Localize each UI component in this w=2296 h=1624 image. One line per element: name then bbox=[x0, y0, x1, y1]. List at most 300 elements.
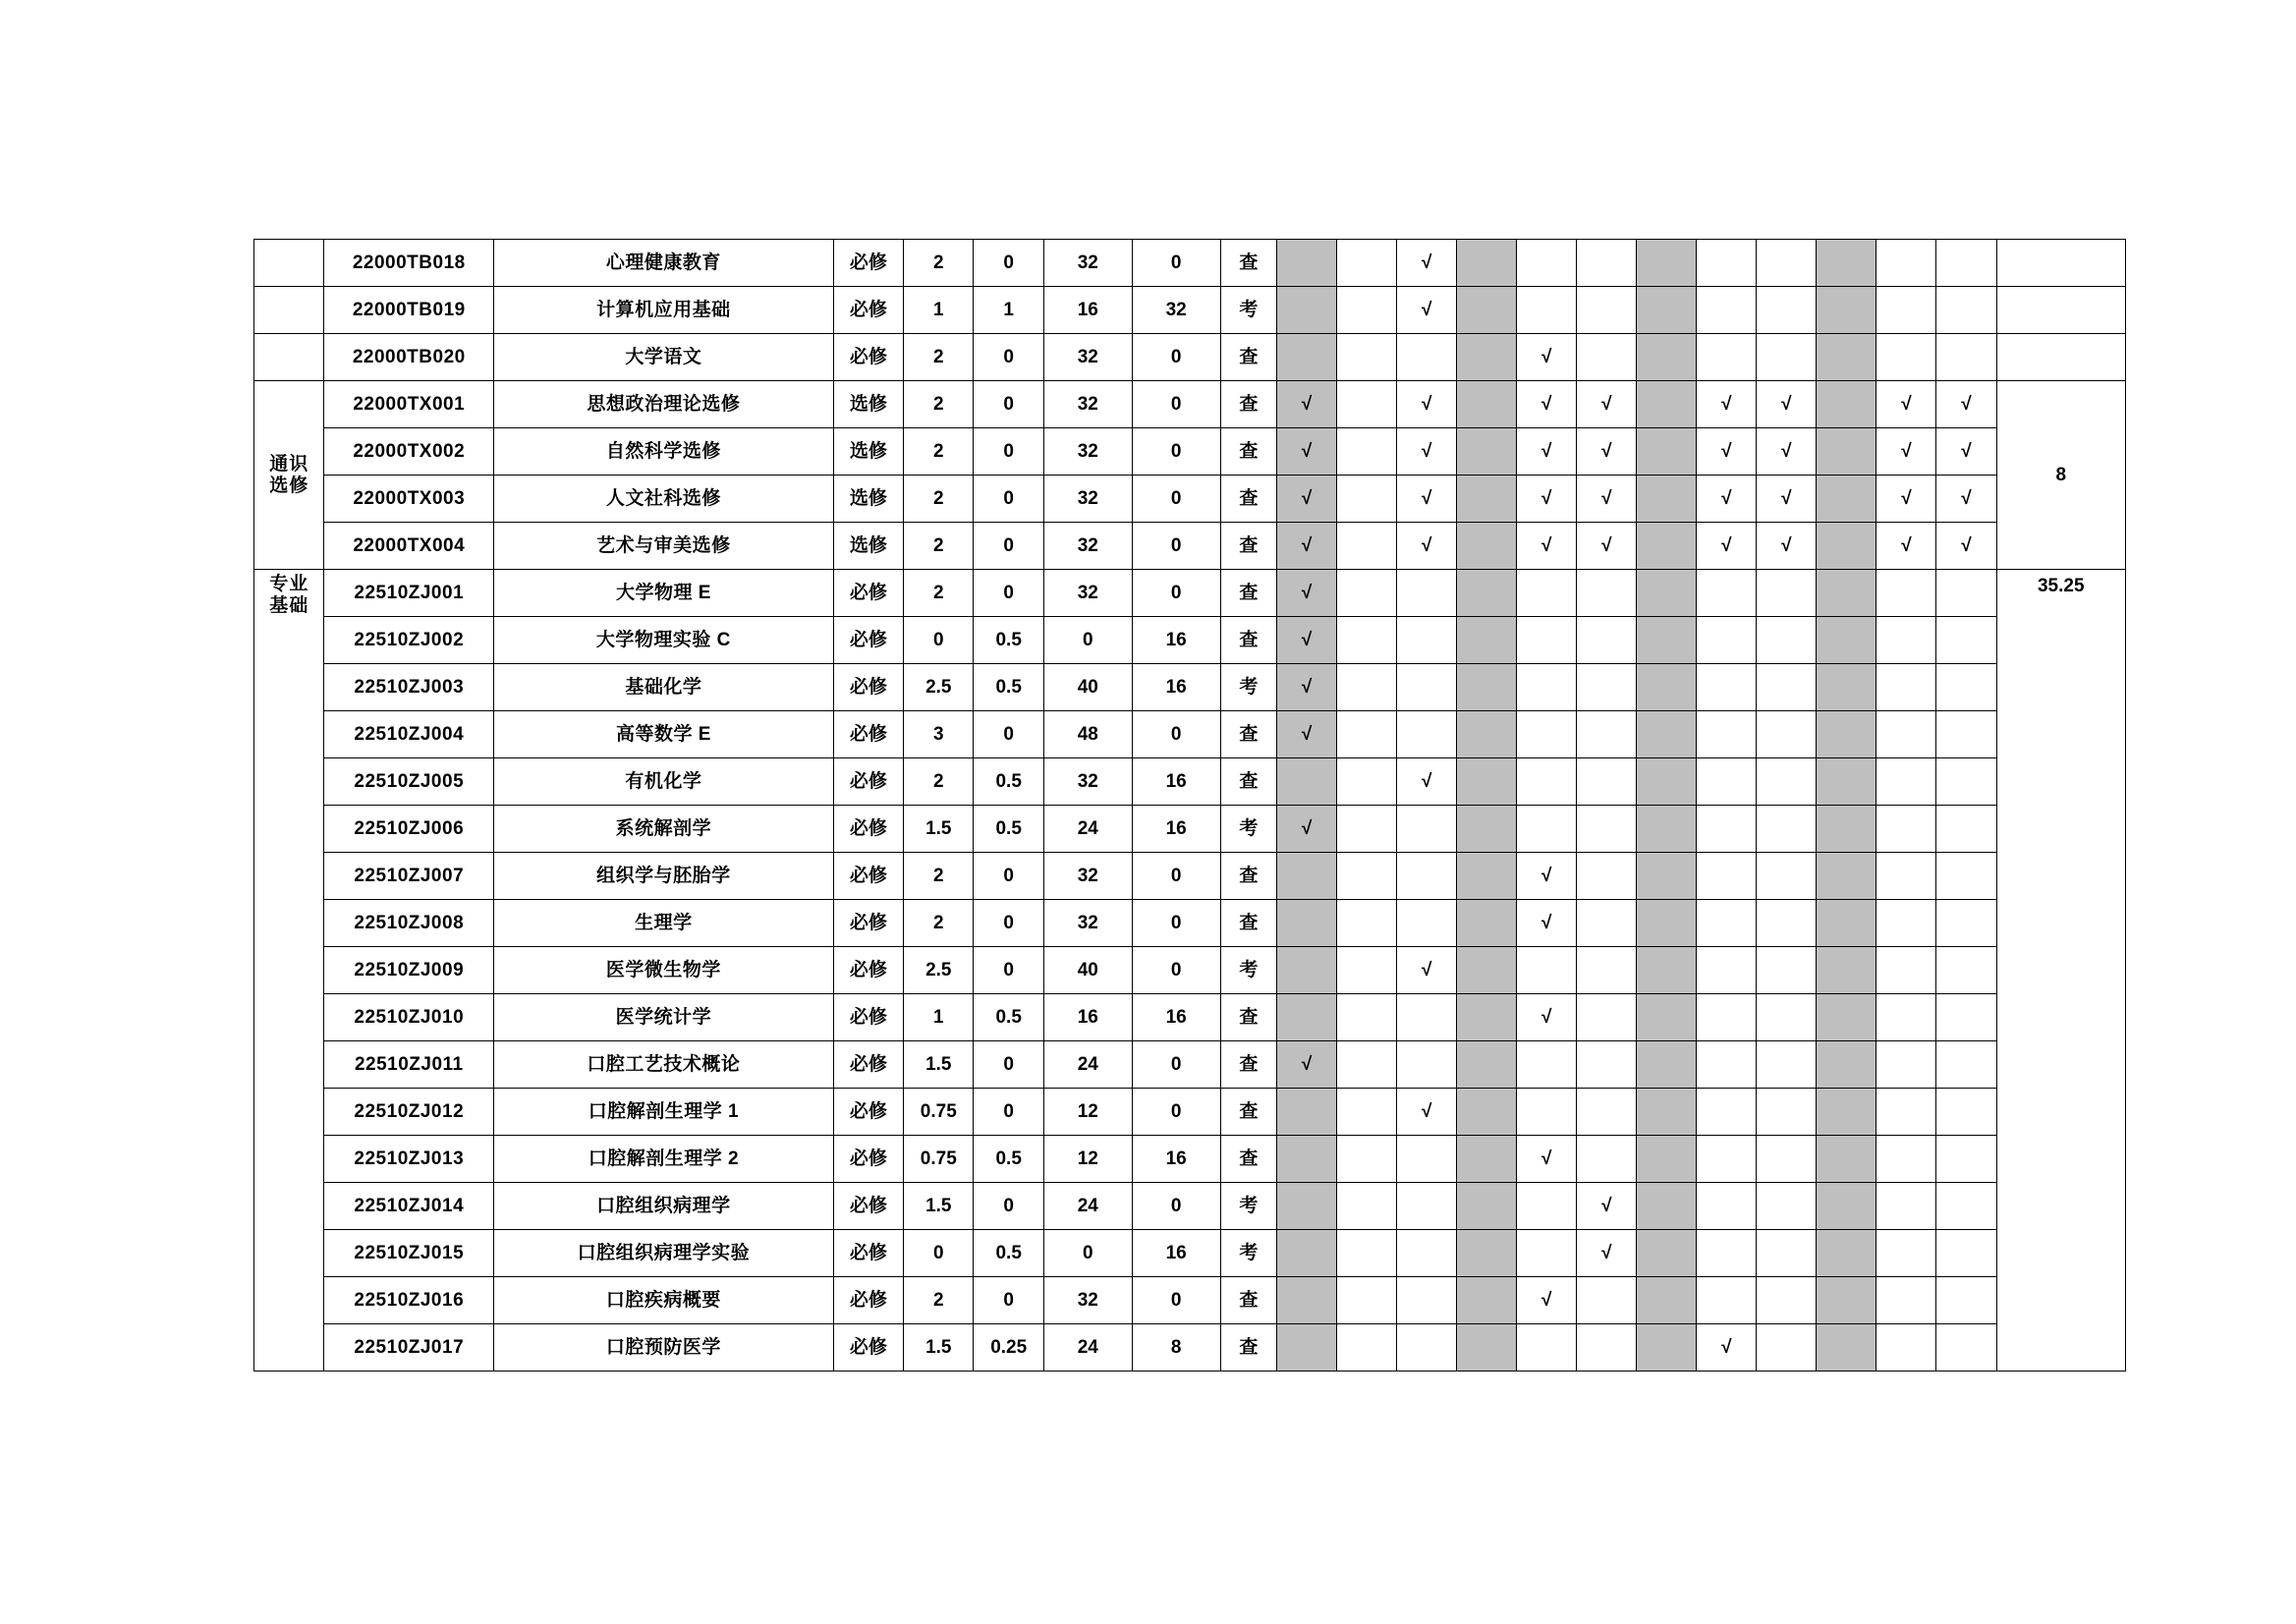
semester-8 bbox=[1697, 1277, 1757, 1324]
course-type: 必修 bbox=[833, 570, 903, 617]
credit-practice: 0 bbox=[974, 947, 1043, 994]
semester-7 bbox=[1637, 947, 1697, 994]
semester-8 bbox=[1697, 806, 1757, 853]
table-row bbox=[254, 1324, 2126, 1372]
semester-2 bbox=[1337, 617, 1397, 664]
semester-11 bbox=[1876, 287, 1936, 334]
category-total bbox=[1996, 287, 2126, 334]
semester-7 bbox=[1637, 381, 1697, 428]
semester-7 bbox=[1637, 1324, 1697, 1372]
semester-5 bbox=[1517, 758, 1577, 806]
semester-11 bbox=[1876, 664, 1936, 711]
category-total bbox=[1996, 334, 2126, 381]
course-name: 口腔解剖生理学 1 bbox=[494, 1089, 834, 1136]
credit-theory: 2 bbox=[904, 428, 974, 476]
semester-11 bbox=[1876, 947, 1936, 994]
semester-1 bbox=[1277, 1324, 1337, 1372]
semester-1: √ bbox=[1277, 1041, 1337, 1089]
credit-practice: 0 bbox=[974, 1089, 1043, 1136]
row-category bbox=[254, 334, 324, 381]
hours-theory: 32 bbox=[1043, 381, 1132, 428]
semester-11 bbox=[1876, 853, 1936, 900]
semester-3: √ bbox=[1397, 381, 1457, 428]
semester-2 bbox=[1337, 1136, 1397, 1183]
semester-1: √ bbox=[1277, 476, 1337, 523]
semester-9 bbox=[1757, 947, 1817, 994]
semester-6 bbox=[1577, 947, 1637, 994]
semester-4 bbox=[1457, 1041, 1517, 1089]
exam-type: 考 bbox=[1220, 1183, 1277, 1230]
semester-6 bbox=[1577, 334, 1637, 381]
semester-9 bbox=[1757, 617, 1817, 664]
semester-12: √ bbox=[1936, 476, 1996, 523]
semester-11 bbox=[1876, 1183, 1936, 1230]
hours-practice: 16 bbox=[1132, 758, 1220, 806]
semester-10 bbox=[1817, 1183, 1876, 1230]
hours-practice: 0 bbox=[1132, 853, 1220, 900]
semester-3 bbox=[1397, 1183, 1457, 1230]
semester-8 bbox=[1697, 947, 1757, 994]
semester-10 bbox=[1817, 287, 1876, 334]
semester-10 bbox=[1817, 617, 1876, 664]
hours-theory: 16 bbox=[1043, 994, 1132, 1041]
semester-1: √ bbox=[1277, 617, 1337, 664]
semester-2 bbox=[1337, 1089, 1397, 1136]
semester-8 bbox=[1697, 617, 1757, 664]
credit-practice: 0 bbox=[974, 1041, 1043, 1089]
semester-4 bbox=[1457, 1089, 1517, 1136]
category-label-line1: 专业 bbox=[269, 574, 309, 594]
semester-3: √ bbox=[1397, 428, 1457, 476]
course-name: 口腔预防医学 bbox=[494, 1324, 834, 1372]
hours-theory: 32 bbox=[1043, 900, 1132, 947]
hours-practice: 0 bbox=[1132, 240, 1220, 287]
semester-2 bbox=[1337, 334, 1397, 381]
semester-7 bbox=[1637, 287, 1697, 334]
course-type: 必修 bbox=[833, 287, 903, 334]
semester-9 bbox=[1757, 1089, 1817, 1136]
semester-9: √ bbox=[1757, 428, 1817, 476]
semester-4 bbox=[1457, 1324, 1517, 1372]
semester-6 bbox=[1577, 1136, 1637, 1183]
credit-theory: 2 bbox=[904, 853, 974, 900]
exam-type: 查 bbox=[1220, 240, 1277, 287]
course-code: 22510ZJ006 bbox=[324, 806, 494, 853]
credit-practice: 0.5 bbox=[974, 758, 1043, 806]
semester-11 bbox=[1876, 711, 1936, 758]
table-row bbox=[254, 758, 2126, 806]
course-type: 必修 bbox=[833, 1089, 903, 1136]
semester-10 bbox=[1817, 758, 1876, 806]
semester-9 bbox=[1757, 1324, 1817, 1372]
course-name: 口腔工艺技术概论 bbox=[494, 1041, 834, 1089]
semester-8 bbox=[1697, 900, 1757, 947]
semester-6 bbox=[1577, 240, 1637, 287]
semester-1 bbox=[1277, 853, 1337, 900]
semester-4 bbox=[1457, 617, 1517, 664]
semester-6 bbox=[1577, 1324, 1637, 1372]
semester-7 bbox=[1637, 758, 1697, 806]
course-code: 22510ZJ009 bbox=[324, 947, 494, 994]
table-row bbox=[254, 1183, 2126, 1230]
course-code: 22510ZJ005 bbox=[324, 758, 494, 806]
course-code: 22000TB018 bbox=[324, 240, 494, 287]
course-code: 22510ZJ014 bbox=[324, 1183, 494, 1230]
semester-1: √ bbox=[1277, 381, 1337, 428]
semester-4 bbox=[1457, 381, 1517, 428]
semester-6: √ bbox=[1577, 476, 1637, 523]
semester-4 bbox=[1457, 947, 1517, 994]
course-type: 必修 bbox=[833, 1041, 903, 1089]
semester-10 bbox=[1817, 994, 1876, 1041]
category-total bbox=[1996, 240, 2126, 287]
credit-theory: 2 bbox=[904, 523, 974, 570]
hours-practice: 0 bbox=[1132, 947, 1220, 994]
semester-1: √ bbox=[1277, 806, 1337, 853]
semester-3 bbox=[1397, 334, 1457, 381]
course-name: 基础化学 bbox=[494, 664, 834, 711]
credit-practice: 0 bbox=[974, 711, 1043, 758]
hours-practice: 16 bbox=[1132, 806, 1220, 853]
course-name: 心理健康教育 bbox=[494, 240, 834, 287]
semester-7 bbox=[1637, 1136, 1697, 1183]
course-code: 22510ZJ016 bbox=[324, 1277, 494, 1324]
course-type: 必修 bbox=[833, 1324, 903, 1372]
table-row bbox=[254, 428, 2126, 476]
semester-7 bbox=[1637, 570, 1697, 617]
hours-practice: 0 bbox=[1132, 381, 1220, 428]
credit-theory: 2 bbox=[904, 334, 974, 381]
course-name: 口腔疾病概要 bbox=[494, 1277, 834, 1324]
semester-8 bbox=[1697, 711, 1757, 758]
semester-12 bbox=[1936, 334, 1996, 381]
semester-10 bbox=[1817, 806, 1876, 853]
course-code: 22510ZJ013 bbox=[324, 1136, 494, 1183]
hours-theory: 12 bbox=[1043, 1136, 1132, 1183]
semester-3: √ bbox=[1397, 523, 1457, 570]
course-type: 必修 bbox=[833, 806, 903, 853]
semester-1: √ bbox=[1277, 664, 1337, 711]
hours-theory: 0 bbox=[1043, 1230, 1132, 1277]
semester-5: √ bbox=[1517, 1277, 1577, 1324]
semester-11 bbox=[1876, 1324, 1936, 1372]
exam-type: 查 bbox=[1220, 853, 1277, 900]
course-name: 组织学与胚胎学 bbox=[494, 853, 834, 900]
semester-12 bbox=[1936, 994, 1996, 1041]
semester-4 bbox=[1457, 287, 1517, 334]
semester-8 bbox=[1697, 1041, 1757, 1089]
semester-10 bbox=[1817, 1136, 1876, 1183]
semester-7 bbox=[1637, 994, 1697, 1041]
semester-4 bbox=[1457, 1136, 1517, 1183]
credit-theory: 1.5 bbox=[904, 1183, 974, 1230]
category-label-line2: 基础 bbox=[269, 594, 309, 616]
semester-3: √ bbox=[1397, 240, 1457, 287]
credit-theory: 0.75 bbox=[904, 1136, 974, 1183]
course-name: 医学微生物学 bbox=[494, 947, 834, 994]
course-code: 22510ZJ003 bbox=[324, 664, 494, 711]
exam-type: 查 bbox=[1220, 381, 1277, 428]
semester-10 bbox=[1817, 853, 1876, 900]
semester-3 bbox=[1397, 617, 1457, 664]
category-label-line2: 选修 bbox=[269, 475, 309, 496]
course-type: 选修 bbox=[833, 428, 903, 476]
semester-12 bbox=[1936, 900, 1996, 947]
semester-11 bbox=[1876, 994, 1936, 1041]
semester-8 bbox=[1697, 1089, 1757, 1136]
row-category bbox=[254, 240, 324, 287]
semester-5: √ bbox=[1517, 523, 1577, 570]
semester-6 bbox=[1577, 664, 1637, 711]
hours-theory: 32 bbox=[1043, 240, 1132, 287]
semester-11 bbox=[1876, 758, 1936, 806]
semester-3 bbox=[1397, 1136, 1457, 1183]
credit-theory: 3 bbox=[904, 711, 974, 758]
semester-1 bbox=[1277, 1277, 1337, 1324]
semester-8 bbox=[1697, 240, 1757, 287]
semester-8 bbox=[1697, 853, 1757, 900]
credit-theory: 1.5 bbox=[904, 1041, 974, 1089]
curriculum-table bbox=[253, 239, 2126, 1372]
semester-2 bbox=[1337, 853, 1397, 900]
course-code: 22510ZJ012 bbox=[324, 1089, 494, 1136]
course-type: 必修 bbox=[833, 1136, 903, 1183]
credit-practice: 0 bbox=[974, 334, 1043, 381]
semester-11 bbox=[1876, 570, 1936, 617]
credit-theory: 0 bbox=[904, 617, 974, 664]
hours-practice: 32 bbox=[1132, 287, 1220, 334]
semester-11 bbox=[1876, 240, 1936, 287]
semester-4 bbox=[1457, 570, 1517, 617]
semester-8 bbox=[1697, 664, 1757, 711]
semester-12 bbox=[1936, 1041, 1996, 1089]
semester-3: √ bbox=[1397, 476, 1457, 523]
course-name: 生理学 bbox=[494, 900, 834, 947]
semester-2 bbox=[1337, 1041, 1397, 1089]
credit-practice: 0.25 bbox=[974, 1324, 1043, 1372]
semester-5 bbox=[1517, 1089, 1577, 1136]
semester-11 bbox=[1876, 806, 1936, 853]
semester-11: √ bbox=[1876, 381, 1936, 428]
semester-3 bbox=[1397, 853, 1457, 900]
semester-6: √ bbox=[1577, 523, 1637, 570]
semester-3: √ bbox=[1397, 758, 1457, 806]
semester-8: √ bbox=[1697, 523, 1757, 570]
course-name: 艺术与审美选修 bbox=[494, 523, 834, 570]
semester-4 bbox=[1457, 476, 1517, 523]
semester-2 bbox=[1337, 240, 1397, 287]
semester-5 bbox=[1517, 806, 1577, 853]
hours-theory: 24 bbox=[1043, 806, 1132, 853]
hours-theory: 32 bbox=[1043, 334, 1132, 381]
table-row bbox=[254, 711, 2126, 758]
exam-type: 查 bbox=[1220, 1089, 1277, 1136]
semester-8 bbox=[1697, 570, 1757, 617]
semester-7 bbox=[1637, 853, 1697, 900]
hours-theory: 48 bbox=[1043, 711, 1132, 758]
table-row bbox=[254, 1041, 2126, 1089]
semester-10 bbox=[1817, 428, 1876, 476]
semester-3 bbox=[1397, 806, 1457, 853]
semester-12 bbox=[1936, 853, 1996, 900]
semester-7 bbox=[1637, 476, 1697, 523]
semester-2 bbox=[1337, 523, 1397, 570]
semester-3 bbox=[1397, 1041, 1457, 1089]
semester-12 bbox=[1936, 617, 1996, 664]
semester-9 bbox=[1757, 853, 1817, 900]
credit-practice: 0 bbox=[974, 900, 1043, 947]
semester-4 bbox=[1457, 994, 1517, 1041]
semester-5: √ bbox=[1517, 476, 1577, 523]
semester-9 bbox=[1757, 664, 1817, 711]
semester-11 bbox=[1876, 1277, 1936, 1324]
table-row bbox=[254, 476, 2126, 523]
semester-10 bbox=[1817, 947, 1876, 994]
semester-5: √ bbox=[1517, 1136, 1577, 1183]
credit-theory: 2 bbox=[904, 240, 974, 287]
hours-practice: 16 bbox=[1132, 1136, 1220, 1183]
course-name: 高等数学 E bbox=[494, 711, 834, 758]
semester-7 bbox=[1637, 334, 1697, 381]
semester-4 bbox=[1457, 853, 1517, 900]
credit-practice: 0 bbox=[974, 240, 1043, 287]
semester-7 bbox=[1637, 664, 1697, 711]
semester-11 bbox=[1876, 1089, 1936, 1136]
course-code: 22510ZJ001 bbox=[324, 570, 494, 617]
semester-4 bbox=[1457, 523, 1517, 570]
semester-1 bbox=[1277, 1089, 1337, 1136]
hours-practice: 16 bbox=[1132, 664, 1220, 711]
course-code: 22510ZJ015 bbox=[324, 1230, 494, 1277]
semester-7 bbox=[1637, 1277, 1697, 1324]
semester-8 bbox=[1697, 1136, 1757, 1183]
course-code: 22510ZJ011 bbox=[324, 1041, 494, 1089]
credit-practice: 0.5 bbox=[974, 1136, 1043, 1183]
semester-2 bbox=[1337, 1324, 1397, 1372]
table-row bbox=[254, 334, 2126, 381]
semester-6 bbox=[1577, 994, 1637, 1041]
semester-12 bbox=[1936, 1230, 1996, 1277]
semester-10 bbox=[1817, 711, 1876, 758]
semester-6 bbox=[1577, 287, 1637, 334]
semester-3 bbox=[1397, 570, 1457, 617]
category-label-major-basic bbox=[254, 570, 324, 1372]
course-code: 22510ZJ010 bbox=[324, 994, 494, 1041]
course-type: 必修 bbox=[833, 617, 903, 664]
semester-5 bbox=[1517, 570, 1577, 617]
semester-9 bbox=[1757, 711, 1817, 758]
semester-4 bbox=[1457, 240, 1517, 287]
credit-theory: 2 bbox=[904, 758, 974, 806]
semester-3 bbox=[1397, 664, 1457, 711]
course-name: 计算机应用基础 bbox=[494, 287, 834, 334]
category-total-major-basic: 35.25 bbox=[1996, 570, 2126, 1372]
course-type: 必修 bbox=[833, 240, 903, 287]
course-name: 大学语文 bbox=[494, 334, 834, 381]
semester-7 bbox=[1637, 1089, 1697, 1136]
table-row bbox=[254, 570, 2126, 617]
semester-2 bbox=[1337, 287, 1397, 334]
semester-4 bbox=[1457, 806, 1517, 853]
category-label-general-elective bbox=[254, 381, 324, 570]
semester-9: √ bbox=[1757, 381, 1817, 428]
hours-theory: 40 bbox=[1043, 947, 1132, 994]
semester-1: √ bbox=[1277, 523, 1337, 570]
exam-type: 考 bbox=[1220, 287, 1277, 334]
curriculum-table-container bbox=[253, 239, 2126, 1372]
semester-2 bbox=[1337, 758, 1397, 806]
semester-7 bbox=[1637, 1183, 1697, 1230]
course-code: 22000TX003 bbox=[324, 476, 494, 523]
credit-theory: 0 bbox=[904, 1230, 974, 1277]
semester-6: √ bbox=[1577, 1183, 1637, 1230]
semester-12 bbox=[1936, 1089, 1996, 1136]
semester-10 bbox=[1817, 476, 1876, 523]
semester-6 bbox=[1577, 570, 1637, 617]
credit-practice: 0.5 bbox=[974, 994, 1043, 1041]
hours-practice: 0 bbox=[1132, 334, 1220, 381]
course-name: 思想政治理论选修 bbox=[494, 381, 834, 428]
semester-12 bbox=[1936, 806, 1996, 853]
course-type: 必修 bbox=[833, 1183, 903, 1230]
exam-type: 查 bbox=[1220, 758, 1277, 806]
course-type: 必修 bbox=[833, 1277, 903, 1324]
semester-3 bbox=[1397, 711, 1457, 758]
semester-4 bbox=[1457, 1230, 1517, 1277]
semester-7 bbox=[1637, 617, 1697, 664]
semester-1 bbox=[1277, 1230, 1337, 1277]
hours-theory: 32 bbox=[1043, 570, 1132, 617]
exam-type: 查 bbox=[1220, 476, 1277, 523]
credit-practice: 0.5 bbox=[974, 1230, 1043, 1277]
semester-4 bbox=[1457, 428, 1517, 476]
semester-2 bbox=[1337, 664, 1397, 711]
semester-1 bbox=[1277, 1183, 1337, 1230]
semester-2 bbox=[1337, 711, 1397, 758]
semester-9 bbox=[1757, 758, 1817, 806]
semester-9 bbox=[1757, 1136, 1817, 1183]
semester-9 bbox=[1757, 1183, 1817, 1230]
semester-5: √ bbox=[1517, 853, 1577, 900]
course-type: 必修 bbox=[833, 900, 903, 947]
semester-7 bbox=[1637, 711, 1697, 758]
semester-9 bbox=[1757, 1277, 1817, 1324]
exam-type: 查 bbox=[1220, 428, 1277, 476]
semester-6 bbox=[1577, 617, 1637, 664]
semester-9 bbox=[1757, 1230, 1817, 1277]
semester-11: √ bbox=[1876, 428, 1936, 476]
semester-5: √ bbox=[1517, 900, 1577, 947]
semester-7 bbox=[1637, 240, 1697, 287]
semester-2 bbox=[1337, 947, 1397, 994]
semester-8 bbox=[1697, 994, 1757, 1041]
credit-practice: 1 bbox=[974, 287, 1043, 334]
exam-type: 查 bbox=[1220, 1041, 1277, 1089]
semester-8 bbox=[1697, 1183, 1757, 1230]
semester-12 bbox=[1936, 287, 1996, 334]
semester-1 bbox=[1277, 1136, 1337, 1183]
semester-3 bbox=[1397, 1230, 1457, 1277]
course-type: 选修 bbox=[833, 523, 903, 570]
semester-1: √ bbox=[1277, 711, 1337, 758]
semester-12 bbox=[1936, 758, 1996, 806]
semester-2 bbox=[1337, 476, 1397, 523]
hours-practice: 0 bbox=[1132, 428, 1220, 476]
semester-11 bbox=[1876, 334, 1936, 381]
semester-8: √ bbox=[1697, 381, 1757, 428]
semester-1 bbox=[1277, 287, 1337, 334]
semester-8 bbox=[1697, 1230, 1757, 1277]
